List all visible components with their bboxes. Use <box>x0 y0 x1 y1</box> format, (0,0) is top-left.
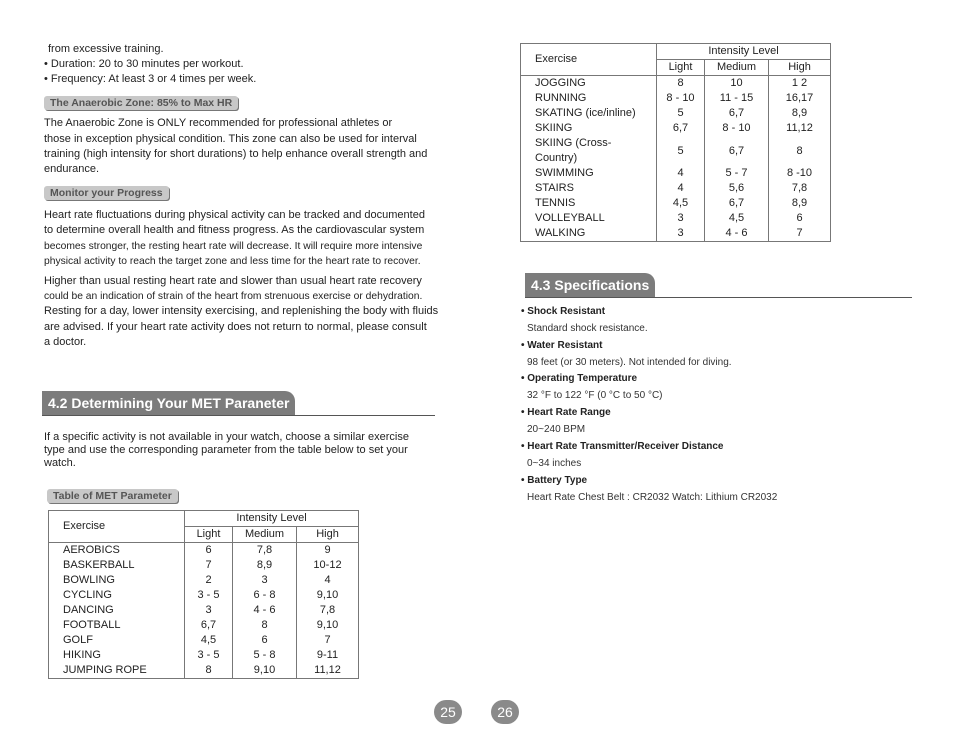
table-row <box>521 196 831 211</box>
light-value-cell: 8 <box>657 76 705 92</box>
table-row <box>49 543 359 559</box>
spec-value: Heart Rate Chest Belt : CR2032 Watch: Lithium CR2032 <box>527 491 778 503</box>
anaerobic-text-3: training (high intensity for short durations) to help enhance overall strength and <box>44 148 428 160</box>
light-value-cell: 2 <box>185 573 233 588</box>
medium-value-cell: 6,7 <box>705 196 769 211</box>
level-medium-header: Medium <box>233 527 297 543</box>
level-light-header: Light <box>185 527 233 543</box>
anaerobic-text-4: endurance. <box>44 163 100 175</box>
high-value-cell: 7,8 <box>297 603 359 618</box>
table-row <box>49 663 359 679</box>
exercise-name-cell: CYCLING <box>49 588 185 603</box>
high-value-cell: 7,8 <box>769 181 831 196</box>
level-medium-header: Medium <box>705 60 769 76</box>
spec-label: • Operating Temperature <box>521 373 638 385</box>
monitor-text-5: Higher than usual resting heart rate and slower than usual heart rate recovery <box>44 275 422 287</box>
intro-line-3: • Frequency: At least 3 or 4 times per week. <box>44 73 257 85</box>
spec-label: • Water Resistant <box>521 339 603 351</box>
spec-value: 0~34 inches <box>527 457 582 469</box>
high-value-cell: 8,9 <box>769 106 831 121</box>
medium-value-cell: 6 <box>233 633 297 648</box>
spec-value: Standard shock resistance. <box>527 323 648 334</box>
exercise-name-cell: SKATING (ice/inline) <box>521 106 657 121</box>
section-divider <box>42 415 435 416</box>
high-value-cell: 9,10 <box>297 618 359 633</box>
medium-value-cell: 8,9 <box>233 558 297 573</box>
exercise-name-cell: WALKING <box>521 226 657 242</box>
medium-value-cell: 5 - 8 <box>233 648 297 663</box>
page-number-25: 25 <box>434 700 462 724</box>
table-row <box>49 573 359 588</box>
table-row <box>521 181 831 196</box>
monitor-text-6: could be an indication of strain of the heart from strenuous exercise or dehydration. <box>44 291 423 302</box>
intro-line-2: • Duration: 20 to 30 minutes per workout. <box>44 58 244 70</box>
exercise-name-cell: JOGGING <box>521 76 657 92</box>
light-value-cell: 3 - 5 <box>185 648 233 663</box>
exercise-name-cell: TENNIS <box>521 196 657 211</box>
high-value-cell: 8 <box>769 136 831 166</box>
monitor-text-8: are advised. If your heart rate activity does not return to normal, please consult <box>44 321 427 333</box>
exercise-name-cell: SWIMMING <box>521 166 657 181</box>
monitor-progress-label: Monitor your Progress <box>44 186 169 200</box>
light-value-cell: 4,5 <box>185 633 233 648</box>
intro-line-1: from excessive training. <box>48 43 164 55</box>
section-title-met: 4.2 Determining Your MET Paraneter <box>42 391 295 415</box>
met-table-label: Table of MET Parameter <box>47 489 178 503</box>
monitor-text-4: physical activity to reach the target zone and less time for the heart rate to recover. <box>44 256 421 267</box>
anaerobic-text-1: The Anaerobic Zone is ONLY recommended for professional athletes or <box>44 117 393 129</box>
section-divider <box>525 297 912 298</box>
medium-value-cell: 6,7 <box>705 136 769 166</box>
light-value-cell: 3 <box>657 211 705 226</box>
light-value-cell: 3 - 5 <box>185 588 233 603</box>
medium-value-cell: 6,7 <box>705 106 769 121</box>
light-value-cell: 8 <box>185 663 233 679</box>
exercise-header: Exercise <box>49 511 185 543</box>
table-row <box>521 226 831 242</box>
light-value-cell: 3 <box>185 603 233 618</box>
light-value-cell: 3 <box>657 226 705 242</box>
high-value-cell: 9-11 <box>297 648 359 663</box>
spec-label: • Heart Rate Range <box>521 407 611 419</box>
intensity-header: Intensity Level <box>657 44 831 60</box>
light-value-cell: 4 <box>657 166 705 181</box>
high-value-cell: 16,17 <box>769 91 831 106</box>
light-value-cell: 8 - 10 <box>657 91 705 106</box>
monitor-text-3: becomes stronger, the resting heart rate will decrease. It will require more intensive <box>44 241 423 252</box>
high-value-cell: 6 <box>769 211 831 226</box>
exercise-name-cell: GOLF <box>49 633 185 648</box>
monitor-text-1: Heart rate fluctuations during physical activity can be tracked and documented <box>44 209 425 221</box>
table-row <box>49 588 359 603</box>
monitor-text-7: Resting for a day, lower intensity exercising, and replenishing the body with fluids <box>44 305 439 317</box>
exercise-name-cell: VOLLEYBALL <box>521 211 657 226</box>
light-value-cell: 4,5 <box>657 196 705 211</box>
medium-value-cell: 5,6 <box>705 181 769 196</box>
light-value-cell: 5 <box>657 136 705 166</box>
high-value-cell: 7 <box>769 226 831 242</box>
intensity-header: Intensity Level <box>185 511 359 527</box>
met-intro-3: watch. <box>44 457 76 469</box>
medium-value-cell: 5 - 7 <box>705 166 769 181</box>
exercise-header: Exercise <box>521 44 657 76</box>
high-value-cell: 9 <box>297 543 359 559</box>
table-row <box>49 603 359 618</box>
spec-label: • Shock Resistant <box>521 306 606 317</box>
spec-value: 32 °F to 122 °F (0 °C to 50 °C) <box>527 390 663 402</box>
table-row <box>521 166 831 181</box>
right-page <box>477 0 954 738</box>
anaerobic-text-2: those in exception physical condition. This zone can also be used for interval <box>44 133 417 145</box>
exercise-name-cell: FOOTBALL <box>49 618 185 633</box>
exercise-name-cell: HIKING <box>49 648 185 663</box>
exercise-name-cell: SKIING <box>521 121 657 136</box>
table-row <box>521 211 831 226</box>
table-row <box>49 618 359 633</box>
level-high-header: High <box>769 60 831 76</box>
medium-value-cell: 7,8 <box>233 543 297 559</box>
table-row <box>521 91 831 106</box>
light-value-cell: 7 <box>185 558 233 573</box>
exercise-name-cell: BASKERBALL <box>49 558 185 573</box>
medium-value-cell: 8 <box>233 618 297 633</box>
exercise-name-cell: AEROBICS <box>49 543 185 559</box>
table-row <box>521 121 831 136</box>
met-table-right <box>520 43 831 242</box>
met-intro-1: If a specific activity is not available in your watch, choose a similar exercise <box>44 431 409 443</box>
high-value-cell: 7 <box>297 633 359 648</box>
high-value-cell: 10-12 <box>297 558 359 573</box>
light-value-cell: 6 <box>185 543 233 559</box>
high-value-cell: 8 -10 <box>769 166 831 181</box>
anaerobic-zone-label: The Anaerobic Zone: 85% to Max HR <box>44 96 238 110</box>
exercise-name-cell: SKIING (Cross-Country) <box>521 136 657 166</box>
exercise-name-cell: DANCING <box>49 603 185 618</box>
table-row <box>521 136 831 166</box>
table-row <box>49 648 359 663</box>
high-value-cell: 8,9 <box>769 196 831 211</box>
light-value-cell: 4 <box>657 181 705 196</box>
exercise-name-cell: JUMPING ROPE <box>49 663 185 679</box>
medium-value-cell: 4,5 <box>705 211 769 226</box>
table-row <box>521 76 831 92</box>
medium-value-cell: 11 - 15 <box>705 91 769 106</box>
table-row <box>49 633 359 648</box>
level-high-header: High <box>297 527 359 543</box>
level-light-header: Light <box>657 60 705 76</box>
light-value-cell: 5 <box>657 106 705 121</box>
exercise-name-cell: RUNNING <box>521 91 657 106</box>
exercise-name-cell: BOWLING <box>49 573 185 588</box>
exercise-name-cell: STAIRS <box>521 181 657 196</box>
light-value-cell: 6,7 <box>185 618 233 633</box>
light-value-cell: 6,7 <box>657 121 705 136</box>
medium-value-cell: 10 <box>705 76 769 92</box>
spec-label: • Battery Type <box>521 474 588 486</box>
medium-value-cell: 6 - 8 <box>233 588 297 603</box>
medium-value-cell: 4 - 6 <box>233 603 297 618</box>
medium-value-cell: 4 - 6 <box>705 226 769 242</box>
spec-label: • Heart Rate Transmitter/Receiver Distance <box>521 440 724 452</box>
high-value-cell: 1 2 <box>769 76 831 92</box>
high-value-cell: 4 <box>297 573 359 588</box>
medium-value-cell: 9,10 <box>233 663 297 679</box>
high-value-cell: 9,10 <box>297 588 359 603</box>
monitor-text-2: to determine overall health and fitness progress. As the cardiovascular system <box>44 224 425 236</box>
medium-value-cell: 8 - 10 <box>705 121 769 136</box>
spec-value: 98 feet (or 30 meters). Not intended for diving. <box>527 356 732 368</box>
table-row <box>521 106 831 121</box>
monitor-text-9: a doctor. <box>44 336 87 348</box>
page-number-26: 26 <box>491 700 519 724</box>
section-title-specs: 4.3 Specifications <box>525 273 655 297</box>
met-table-left <box>48 510 359 679</box>
medium-value-cell: 3 <box>233 573 297 588</box>
spec-value: 20~240 BPM <box>527 424 586 436</box>
table-row <box>49 558 359 573</box>
high-value-cell: 11,12 <box>769 121 831 136</box>
met-intro-2: type and use the corresponding parameter from the table below to set your <box>44 444 408 456</box>
high-value-cell: 11,12 <box>297 663 359 679</box>
